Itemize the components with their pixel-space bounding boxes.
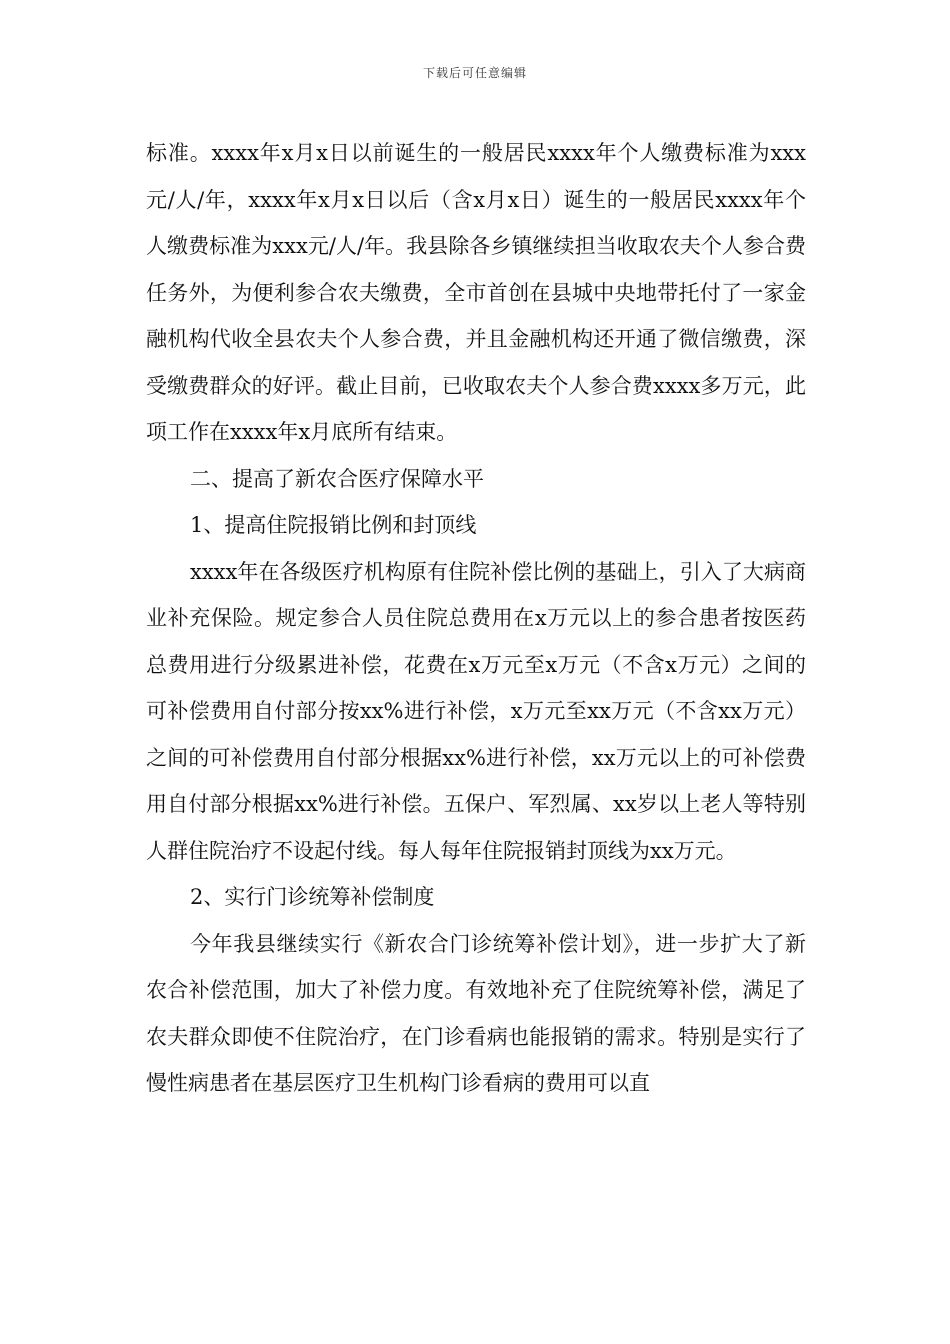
document-body bbox=[146, 130, 806, 1107]
section-heading-2: 二、提高了新农合医疗保障水平 bbox=[190, 466, 484, 491]
header-note: 下载后可任意编辑 bbox=[422, 66, 527, 80]
subheading-2: 2、实行门诊统筹补偿制度 bbox=[190, 885, 435, 909]
paragraph-4: xxxx年在各级医疗机构原有住院补偿比例的基础上，引入了大病商业补充保险。规定参合人员住院总费用在x万元以上的参合患者按医药总费用进行分级累进补偿，花费在x万元至x万元（不含x万元）之间的可补偿费用自付部分按xx%进行补偿，x万元至xx万元（不含xx万元）之间的可补偿费用自付部分根据xx%进行补偿，xx万元以上的可补偿费用自付部分根据xx%进行补偿。五保户、军烈属、xx岁以上老人等特别人群住院治疗不设起付线。每人每年住院报销封顶线为xx万元。 bbox=[146, 559, 806, 863]
subheading-1: 1、提高住院报销比例和封顶线 bbox=[190, 513, 477, 537]
paragraph-1: 标准。xxxx年x月x日以前诞生的一般居民xxxx年个人缴费标准为xxx元/人/年，xxxx年x月x日以后（含x月x日）诞生的一般居民xxxx年个人缴费标准为xxx元/人/年。我县除各乡镇继续担当收取农夫个人参合费任务外，为便利参合农夫缴费，全市首创在县城中央地带托付了一家金融机构代收全县农夫个人参合费，并且金融机构还开通了微信缴费，深受缴费群众的好评。截止目前，已收取农夫个人参合费xxxx多万元，此项工作在xxxx年x月底所有结束。 bbox=[146, 141, 806, 444]
paragraph-6: 今年我县继续实行《新农合门诊统筹补偿计划》，进一步扩大了新农合补偿范围，加大了补偿力度。有效地补充了住院统筹补偿，满足了农夫群众即使不住院治疗，在门诊看病也能报销的需求。特别是实行了慢性病患者在基层医疗卫生机构门诊看病的费用可以直 bbox=[146, 931, 806, 1095]
